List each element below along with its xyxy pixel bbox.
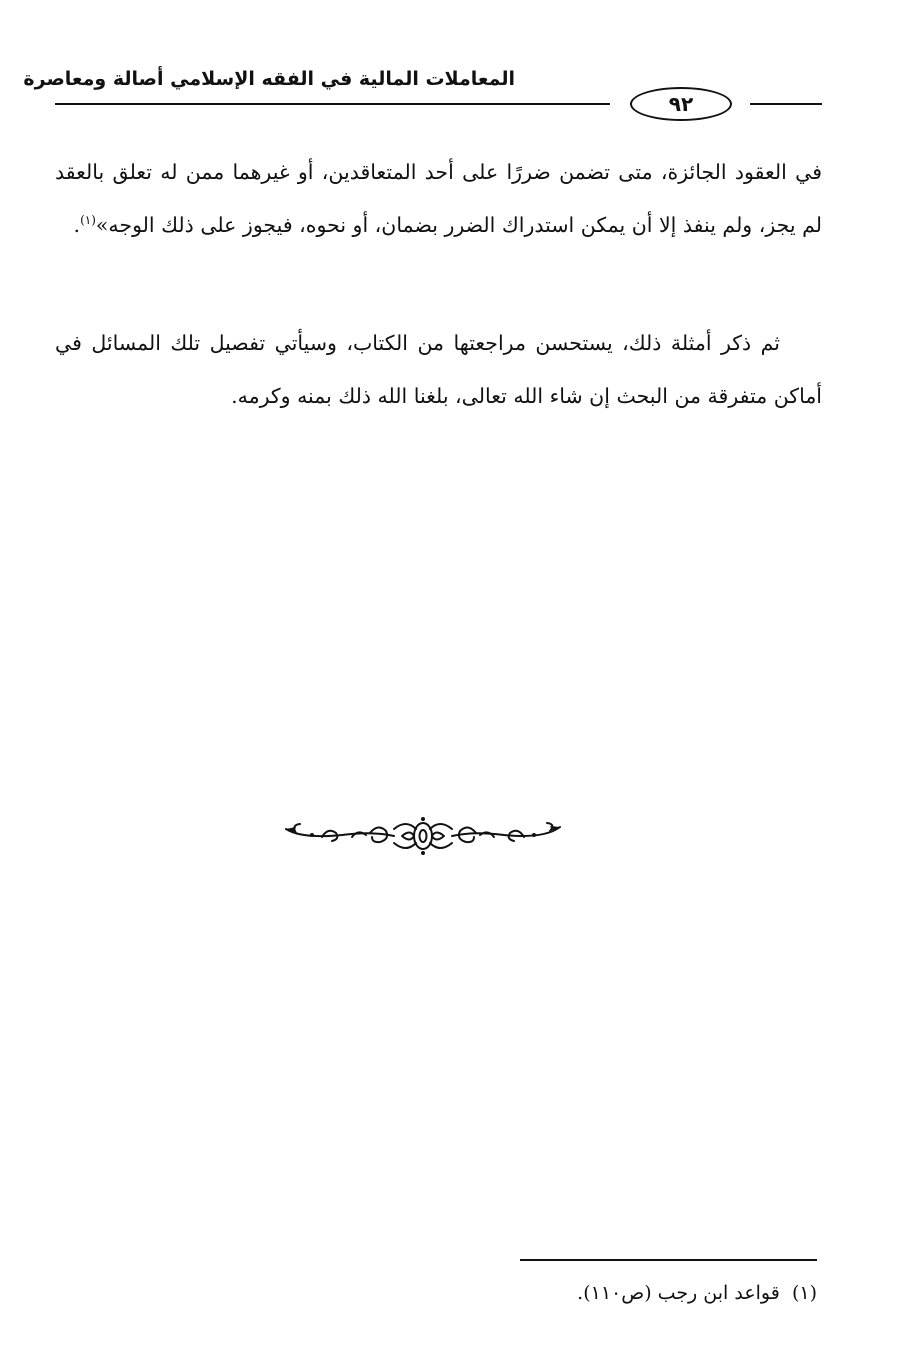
footnote-reference: (١) <box>80 213 96 228</box>
footnote-text: قواعد ابن رجب (ص١١٠). <box>577 1282 780 1304</box>
footnote-marker: (١) <box>791 1282 817 1304</box>
footnote-separator <box>520 1259 817 1261</box>
footnote-1 <box>317 1276 817 1310</box>
body-paragraph-1 <box>55 146 822 252</box>
page-number: ٩٢ <box>630 87 732 121</box>
paragraph-1-end: . <box>73 213 81 237</box>
floral-divider-icon <box>282 815 564 855</box>
body-paragraph-2 <box>55 317 822 423</box>
running-head-title: المعاملات المالية في الفقه الإسلامي أصالة ومعاصرة <box>23 68 515 90</box>
paragraph-1-text: في العقود الجائزة، متى تضمن ضررًا على أحد المتعاقدين، أو غيرهما ممن له تعلق بالعقد لم يجز، ولم ينفذ إلا أن يمكن استدراك الضرر بضمان، أو نحوه، فيجوز على ذلك الوجه» <box>55 160 822 237</box>
paragraph-2-text: ثم ذكر أمثلة ذلك، يستحسن مراجعتها من الكتاب، وسيأتي تفصيل تلك المسائل في أماكن متفرقة من البحث إن شاء الله تعالى، بلغنا الله ذلك بمنه وكرمه. <box>55 331 822 408</box>
